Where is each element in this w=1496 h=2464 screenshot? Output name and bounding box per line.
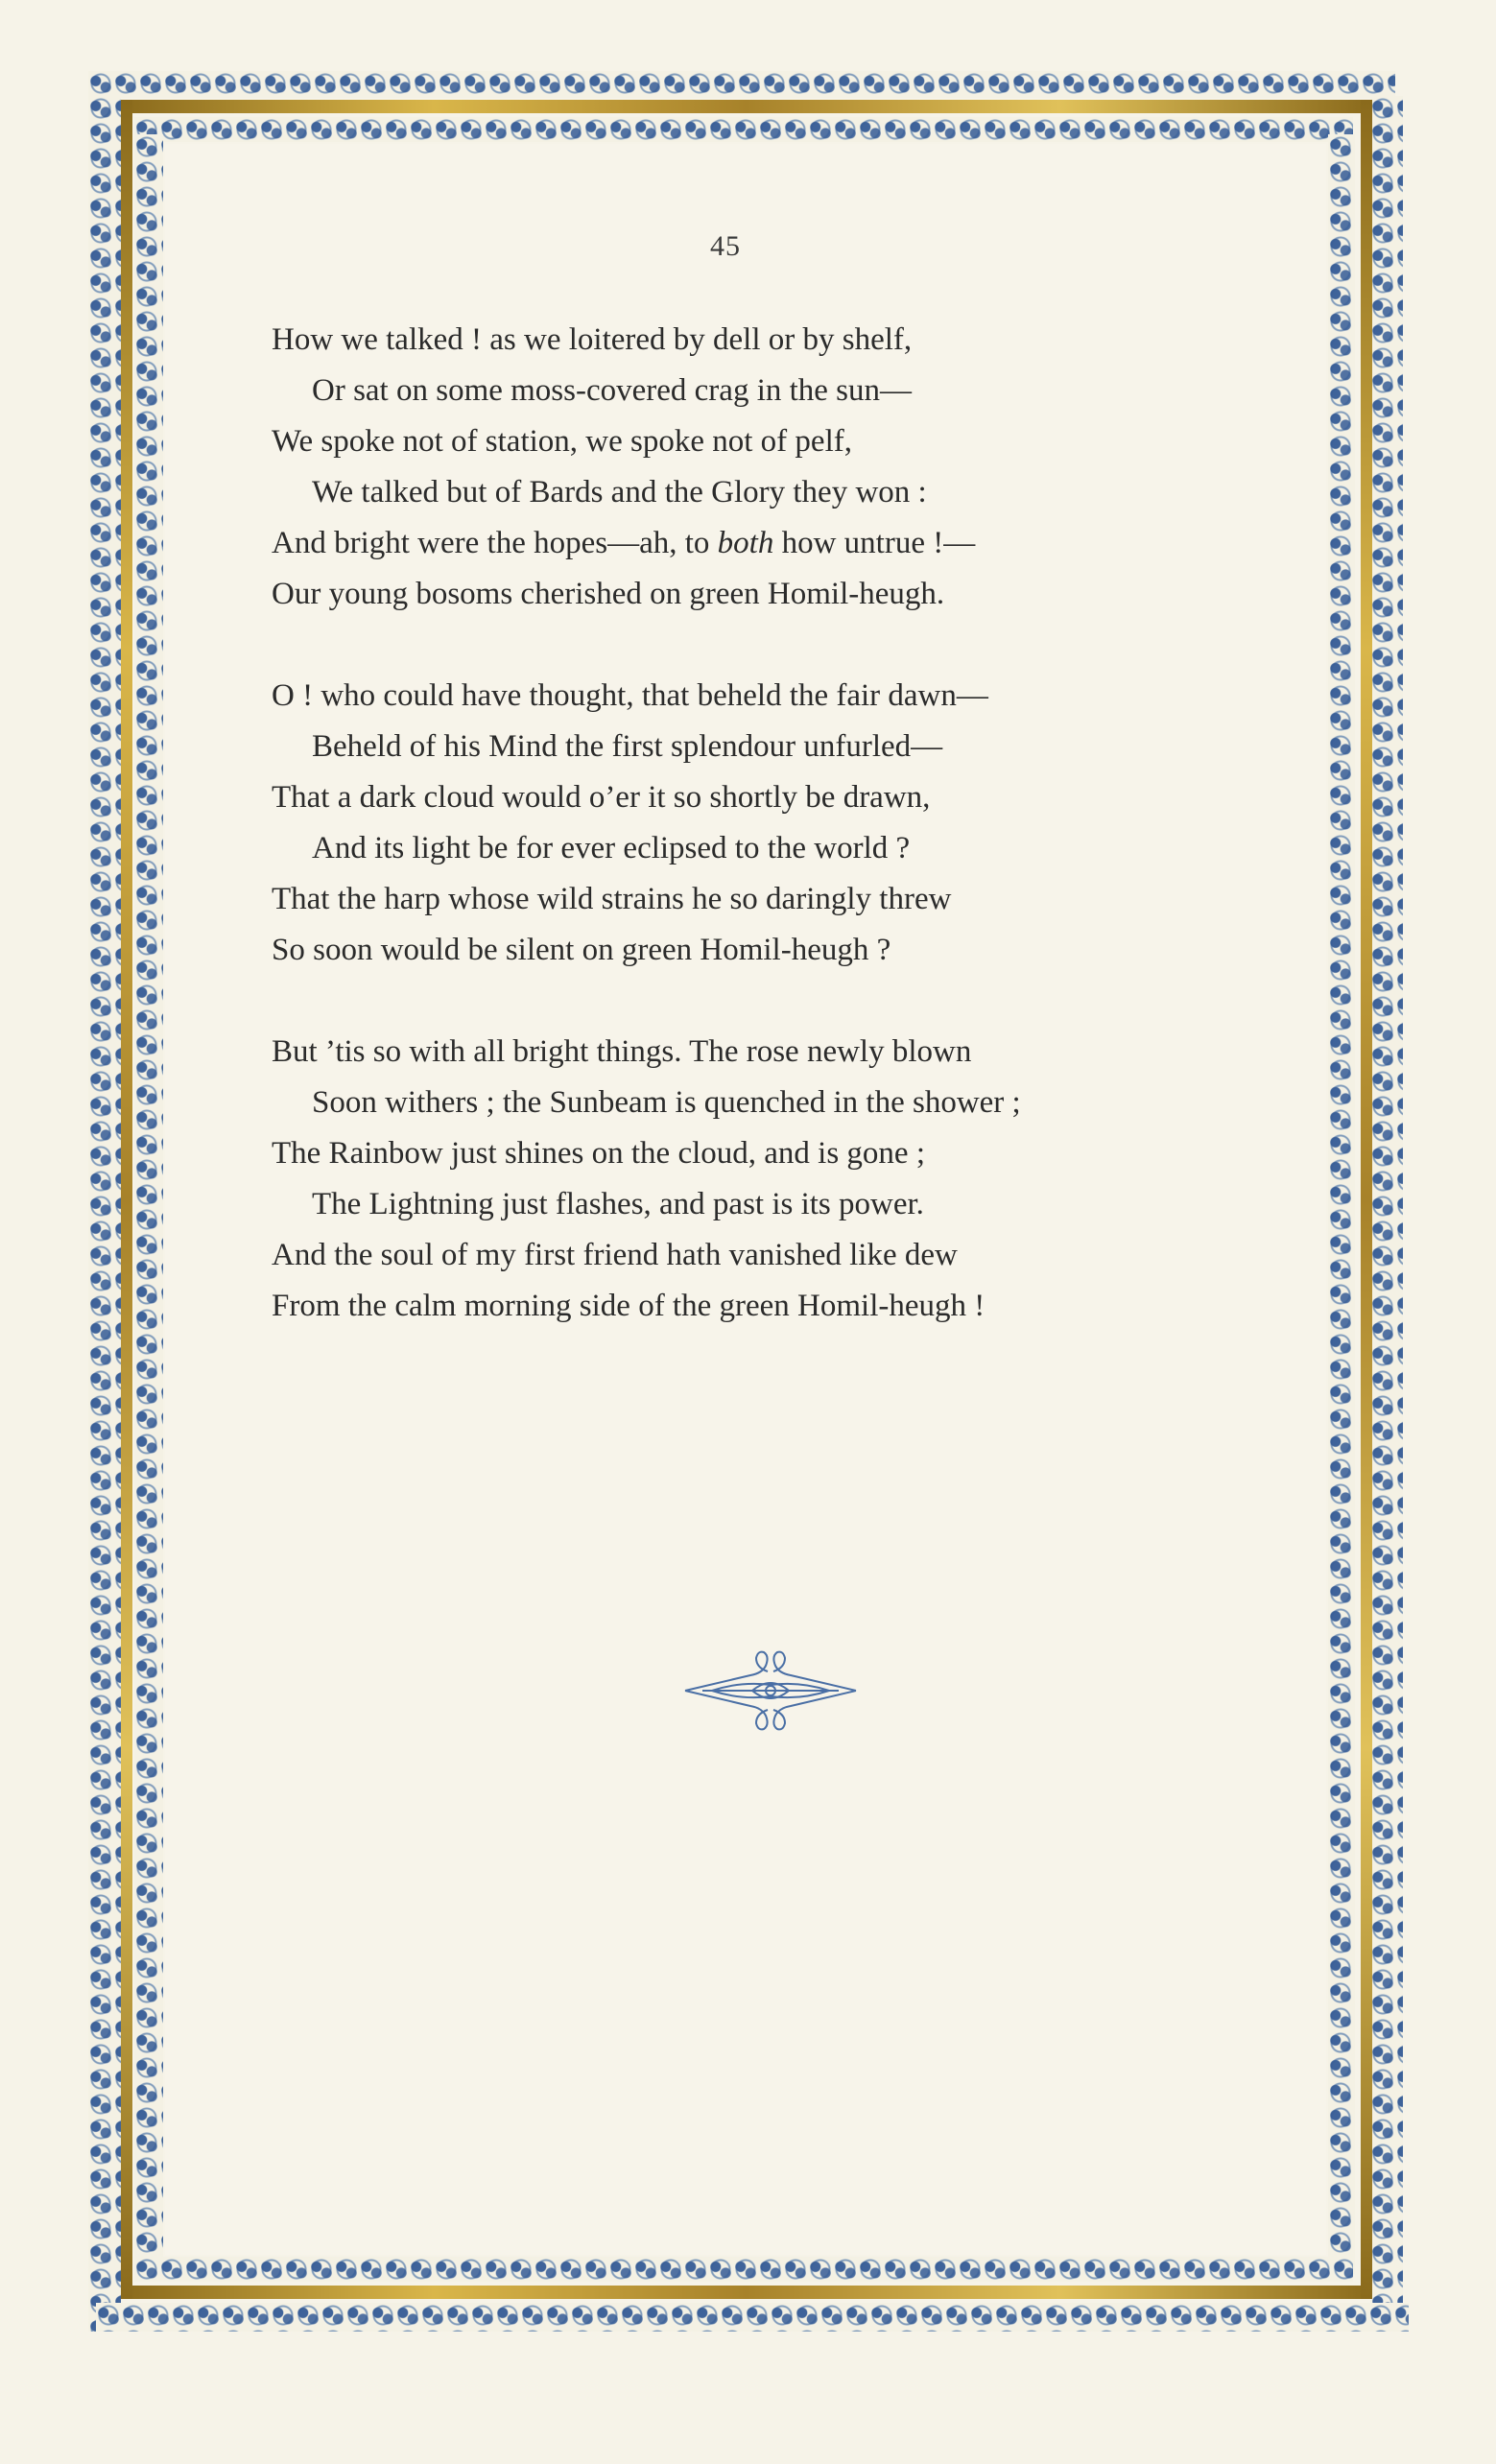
poem-line: That the harp whose wild strains he so daringly threw <box>272 882 952 916</box>
poem-line: The Rainbow just shines on the cloud, and is gone ; <box>272 1136 925 1171</box>
poem-line <box>272 518 1231 569</box>
stanza-2 <box>272 671 1231 976</box>
poem-line: Our young bosoms cherished on green Homil-heugh. <box>272 577 945 611</box>
poem-line: How we talked ! as we loitered by dell or by shelf, <box>272 322 913 357</box>
poem-line: And the soul of my first friend hath vanished like dew <box>272 1238 958 1272</box>
page-number: 45 <box>710 230 741 262</box>
poem-line: But ’tis so with all bright things. The rose newly blown <box>272 1034 972 1069</box>
poem-line: That a dark cloud would o’er it so shortly be drawn, <box>272 780 931 815</box>
poem-line: From the calm morning side of the green Homil-heugh ! <box>272 1289 985 1323</box>
poem-line: We talked but of Bards and the Glory they won : <box>312 475 927 509</box>
poem-line: Or sat on some moss-covered crag in the sun— <box>312 373 913 408</box>
top-outer-knotwork-border <box>88 71 1395 98</box>
left-outer-knotwork-border <box>88 96 121 2332</box>
stanza-3 <box>272 1027 1231 1332</box>
top-inner-knotwork-border <box>134 117 1353 142</box>
gold-rule-top <box>121 100 1372 113</box>
left-inner-knotwork-border <box>134 134 163 2274</box>
right-inner-knotwork-border <box>1328 134 1355 2274</box>
bottom-outer-knotwork-border <box>96 2303 1409 2332</box>
gold-rule-bottom <box>121 2286 1372 2299</box>
poem-line-start: And bright were the hopes—ah, to <box>272 526 718 560</box>
poem-line: Beheld of his Mind the first splendour unfurled— <box>312 729 943 764</box>
poem-line: Soon withers ; the Sunbeam is quenched in the shower ; <box>312 1085 1021 1120</box>
poem-line: O ! who could have thought, that beheld the fair dawn— <box>272 678 988 713</box>
poem-line: So soon would be silent on green Homil-heugh ? <box>272 933 891 967</box>
right-outer-knotwork-border <box>1370 96 1403 2332</box>
gold-rule-right <box>1361 100 1372 2299</box>
gold-rule-left <box>121 100 132 2299</box>
bottom-inner-knotwork-border <box>134 2257 1353 2282</box>
poem-line-end: how untrue !— <box>773 526 976 560</box>
tailpiece-ornament-icon <box>683 1647 858 1735</box>
poem-line: We spoke not of station, we spoke not of pelf, <box>272 424 852 459</box>
emphasized-word: both <box>717 526 774 560</box>
stanza-1 <box>272 315 1231 620</box>
poem-line: The Lightning just flashes, and past is its power. <box>312 1187 924 1221</box>
poem <box>272 315 1231 1383</box>
poem-line: And its light be for ever eclipsed to the world ? <box>312 831 911 865</box>
